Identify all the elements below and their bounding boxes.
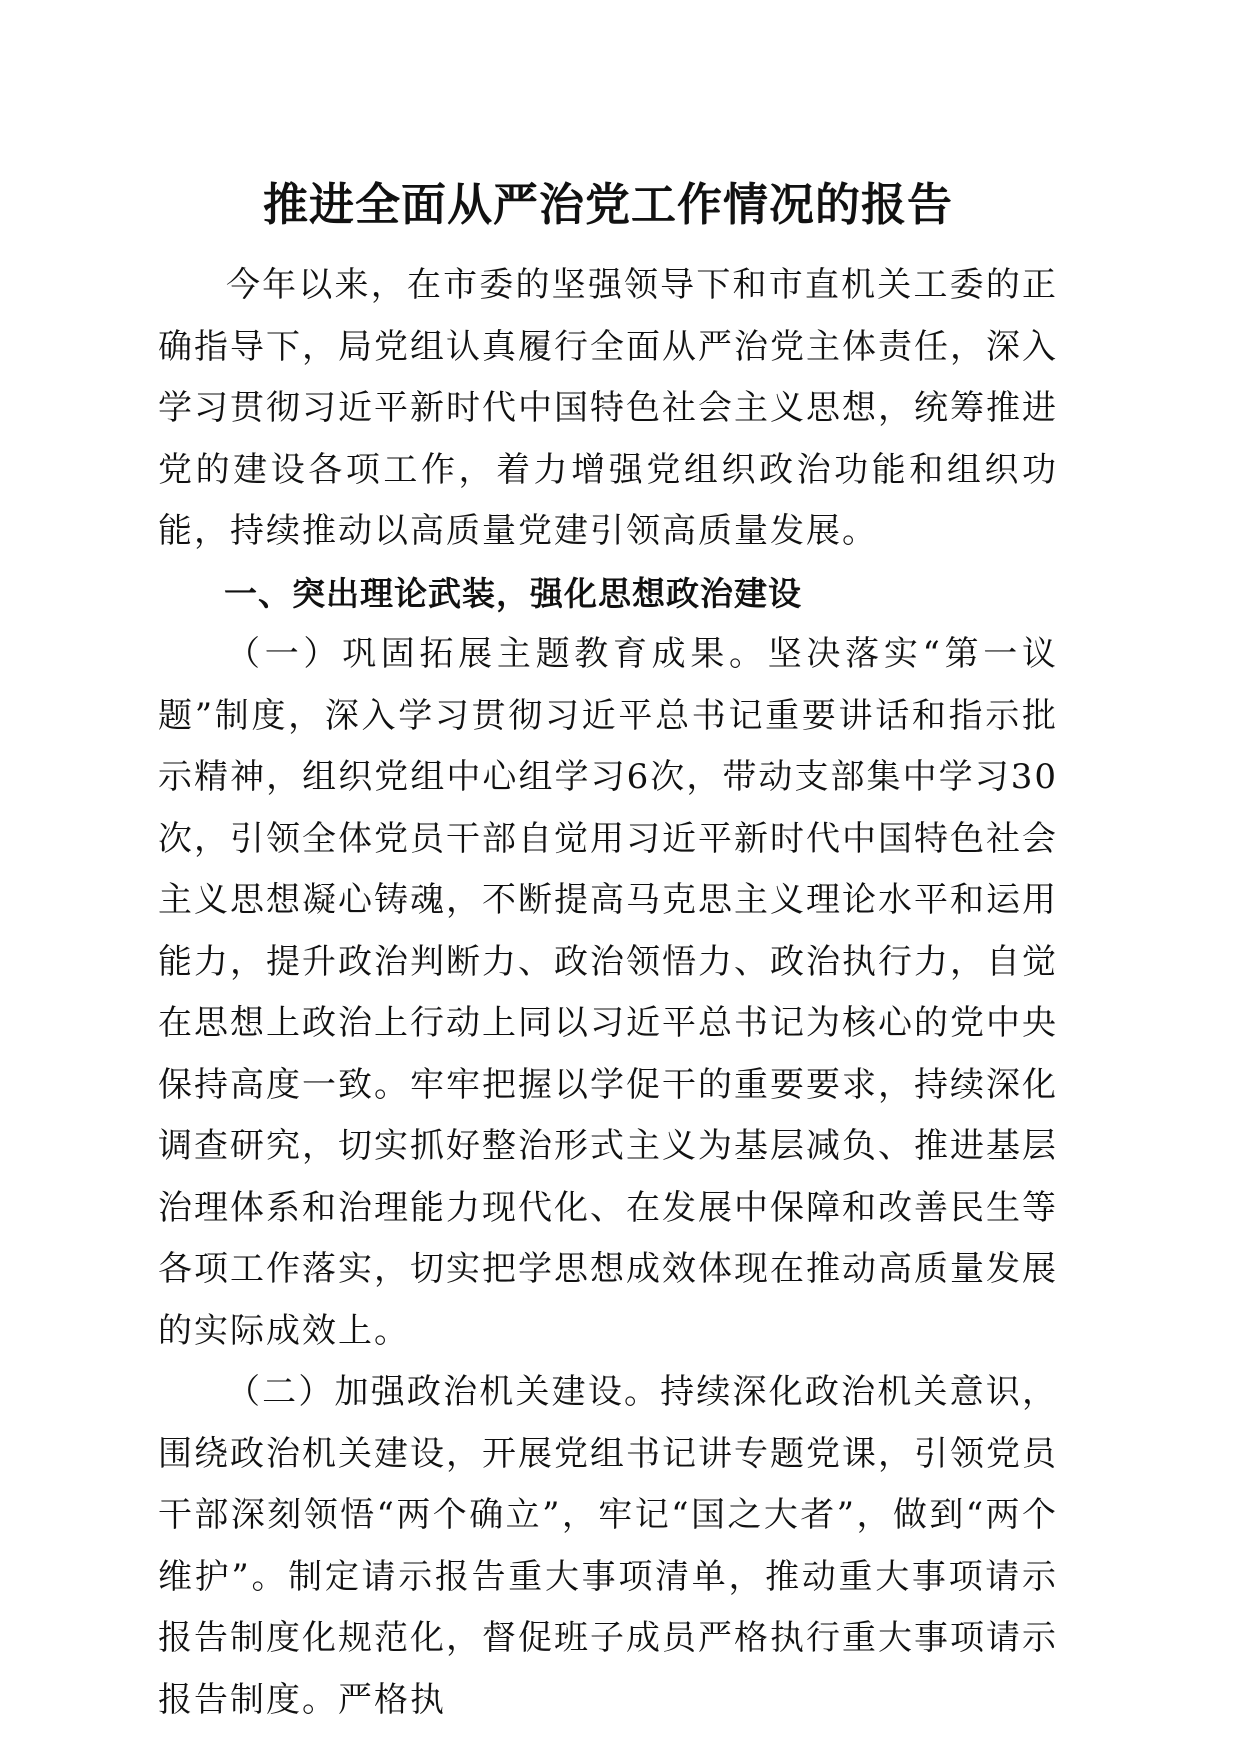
document-body [158,175,1058,1731]
subsection-paragraph-1: （一）巩固拓展主题教育成果。坚决落实“第一议题”制度，深入学习贯彻习近平总书记重要讲话和指示批示精神，组织党组中心组学习6次，带动支部集中学习30次，引领全体党员干部自觉用习近平新时代中国特色社会主义思想凝心铸魂，不断提高马克思主义理论水平和运用能力，提升政治判断力、政治领悟力、政治执行力，自觉在思想上政治上行动上同以习近平总书记为核心的党中央保持高度一致。牢牢把握以学促干的重要要求，持续深化调查研究，切实抓好整治形式主义为基层减负、推进基层治理体系和治理能力现代化、在发展中保障和改善民生等各项工作落实，切实把学思想成效体现在推动高质量发展的实际成效上。 [158,634,1058,1351]
document-title: 推进全面从严治党工作情况的报告 [262,178,953,231]
subsection-paragraph-2: （二）加强政治机关建设。持续深化政治机关意识，围绕政治机关建设，开展党组书记讲专题党课，引领党员干部深刻领悟“两个确立”，牢记“国之大者”，做到“两个维护”。制定请示报告重大事项清单，推动重大事项请示报告制度化规范化，督促班子成员严格执行重大事项请示报告制度。严格执 [158,1372,1058,1720]
intro-paragraph: 今年以来，在市委的坚强领导下和市直机关工委的正确指导下，局党组认真履行全面从严治党主体责任，深入学习贯彻习近平新时代中国特色社会主义思想，统筹推进党的建设各项工作，着力增强党组织政治功能和组织功能，持续推动以高质量党建引领高质量发展。 [158,265,1058,551]
section-heading-1: 一、突出理论武装，强化思想政治建设 [224,573,802,613]
